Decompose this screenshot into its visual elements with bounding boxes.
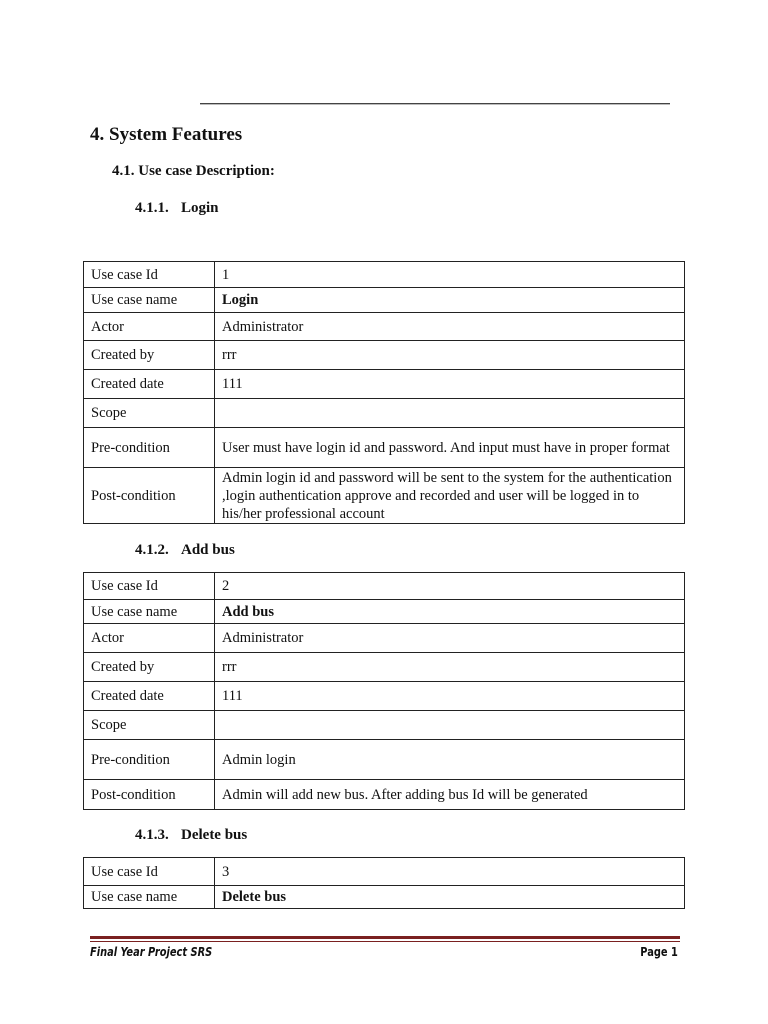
row-label: Use case name [84, 886, 215, 909]
use-case-heading-delete-bus [135, 827, 247, 844]
use-case-heading-login [135, 200, 219, 217]
page-number: Page 1 [640, 945, 678, 959]
row-value: 1 [215, 262, 685, 288]
row-label: Scope [84, 399, 215, 428]
footer-rule [90, 936, 680, 939]
use-case-heading-add-bus [135, 542, 235, 559]
row-value: Administrator [215, 624, 685, 653]
row-value: Admin login [215, 740, 685, 780]
row-value: 2 [215, 573, 685, 600]
row-value: Admin login id and password will be sent to the system for the authentication ,login authentication approve and recorded and user will be logged in to his/her professional account [215, 468, 685, 524]
table-row [84, 886, 685, 909]
row-value: Administrator [215, 313, 685, 341]
row-label: Post-condition [84, 780, 215, 810]
row-label: Actor [84, 624, 215, 653]
row-label: Post-condition [84, 468, 215, 524]
table-row [84, 370, 685, 399]
table-row [84, 858, 685, 886]
row-label: Use case name [84, 288, 215, 313]
row-label: Use case Id [84, 262, 215, 288]
use-case-table-login [83, 261, 685, 524]
row-value: rrr [215, 653, 685, 682]
header-rule [200, 103, 670, 104]
use-case-number: 4.1.2. [135, 542, 169, 558]
use-case-table-add-bus [83, 572, 685, 810]
row-value: Admin will add new bus. After adding bus Id will be generated [215, 780, 685, 810]
row-value: 111 [215, 370, 685, 399]
table-row [84, 711, 685, 740]
row-value [215, 399, 685, 428]
row-label: Created by [84, 653, 215, 682]
row-value: 111 [215, 682, 685, 711]
table-row [84, 740, 685, 780]
footer-rule-thin [90, 941, 680, 942]
row-value: Add bus [215, 600, 685, 624]
use-case-title: Add bus [181, 542, 235, 558]
footer-title: Final Year Project SRS [90, 945, 213, 959]
row-value [215, 711, 685, 740]
table-row [84, 313, 685, 341]
table-row [84, 428, 685, 468]
row-label: Pre-condition [84, 740, 215, 780]
table-row [84, 341, 685, 370]
row-value: Delete bus [215, 886, 685, 909]
row-label: Pre-condition [84, 428, 215, 468]
table-row [84, 780, 685, 810]
table-row [84, 624, 685, 653]
table-row [84, 653, 685, 682]
row-label: Scope [84, 711, 215, 740]
use-case-number: 4.1.3. [135, 827, 169, 843]
row-value: User must have login id and password. And input must have in proper format [215, 428, 685, 468]
table-row [84, 288, 685, 313]
use-case-title: Login [181, 200, 219, 216]
row-label: Created date [84, 682, 215, 711]
subsection-heading: 4.1. Use case Description: [112, 163, 275, 179]
use-case-title: Delete bus [181, 827, 248, 843]
use-case-number: 4.1.1. [135, 200, 169, 216]
row-value: 3 [215, 858, 685, 886]
row-label: Created date [84, 370, 215, 399]
row-label: Use case Id [84, 573, 215, 600]
table-row [84, 573, 685, 600]
table-row [84, 682, 685, 711]
row-value: rrr [215, 341, 685, 370]
row-label: Created by [84, 341, 215, 370]
table-row [84, 262, 685, 288]
table-row [84, 468, 685, 524]
use-case-table-delete-bus [83, 857, 685, 909]
row-label: Use case name [84, 600, 215, 624]
row-label: Use case Id [84, 858, 215, 886]
row-label: Actor [84, 313, 215, 341]
row-value: Login [215, 288, 685, 313]
table-row [84, 399, 685, 428]
table-row [84, 600, 685, 624]
section-heading: 4. System Features [90, 124, 243, 145]
